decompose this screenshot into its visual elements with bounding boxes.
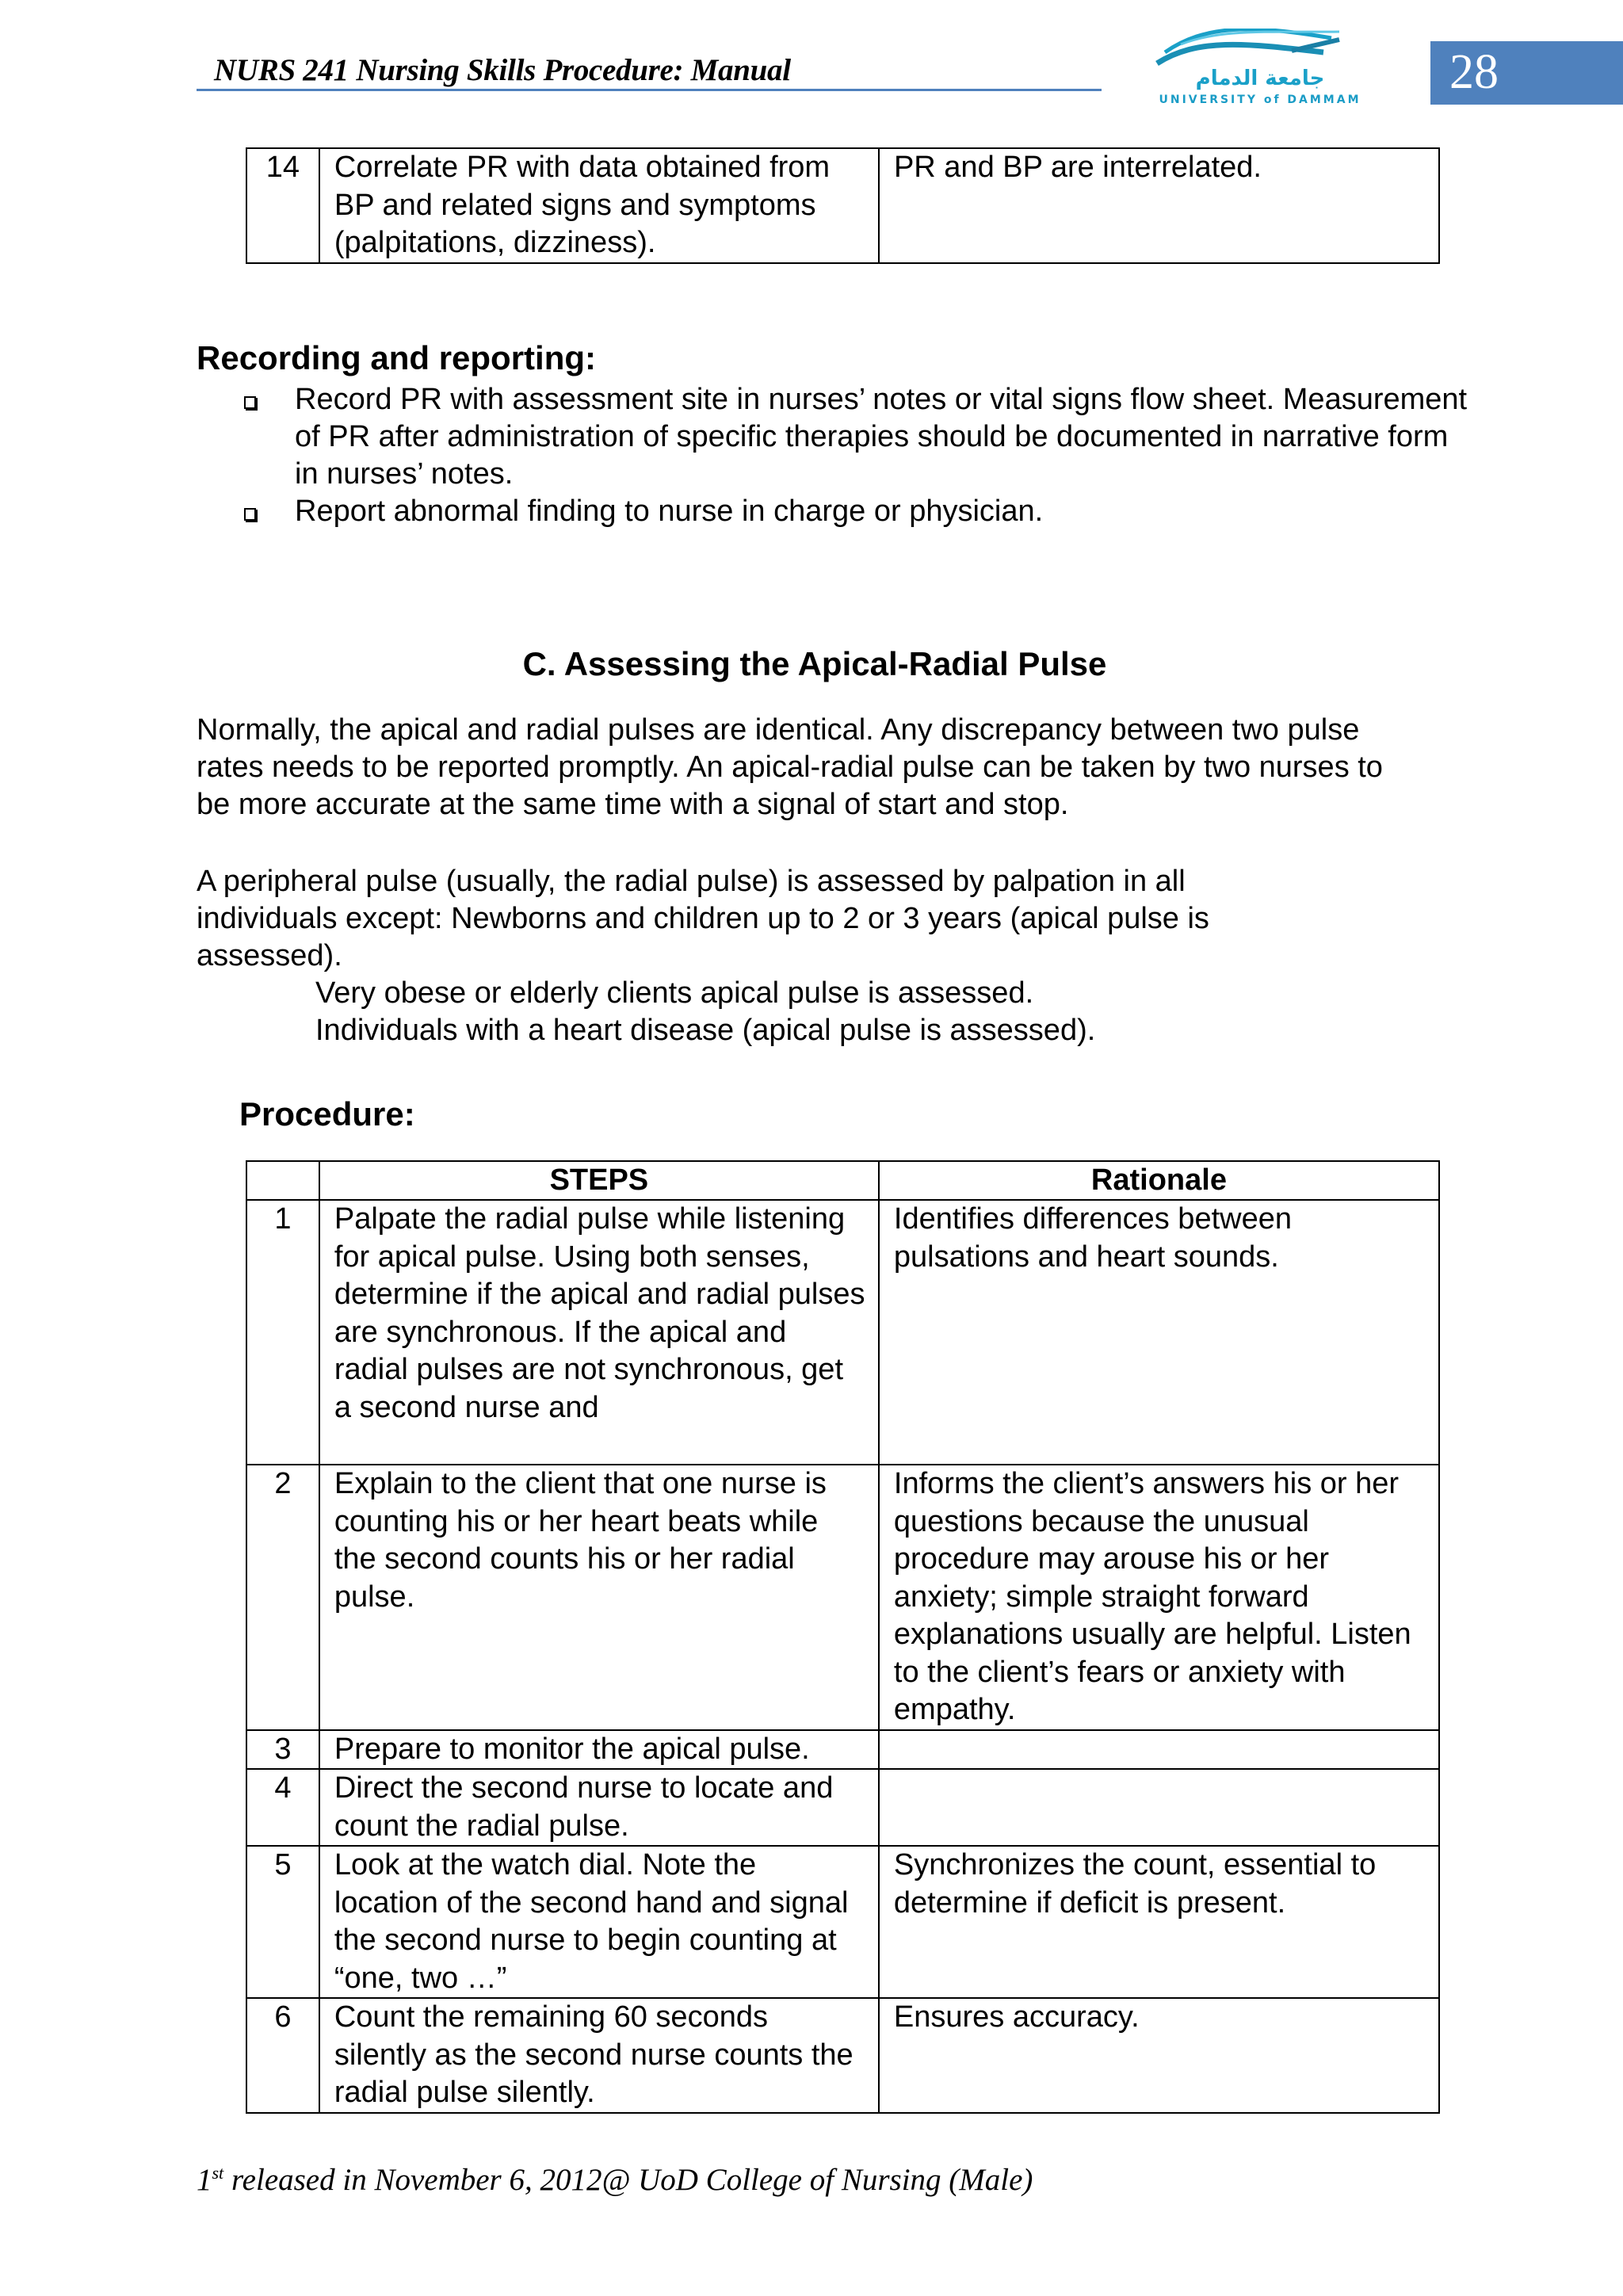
table-row <box>246 1998 1439 2113</box>
recording-bullet-list <box>238 381 1474 530</box>
step-number: 5 <box>246 1846 319 1998</box>
step-number: 6 <box>246 1998 319 2113</box>
step-text: Palpate the radial pulse while listening for apical pulse. Using both senses, determine if the apical and radial pulses are synchronous. If the apical and radial pulses are not synchronous, get a second nurse and <box>319 1200 879 1465</box>
page-number: 28 <box>1449 45 1499 99</box>
page-number-box <box>1430 41 1623 105</box>
column-header-steps: STEPS <box>319 1161 879 1200</box>
rationale-text: Identifies differences between pulsations and heart sounds. <box>879 1200 1439 1465</box>
column-header-rationale: Rationale <box>879 1161 1439 1200</box>
column-header-number <box>246 1161 319 1200</box>
table-header-row <box>246 1161 1439 1200</box>
indented-line: Very obese or elderly clients apical pulse is assessed. <box>315 976 1034 1010</box>
rationale-text: PR and BP are interrelated. <box>879 148 1439 263</box>
table-row <box>246 1200 1439 1465</box>
steps-table-continued <box>246 147 1440 264</box>
checkbox-square-icon <box>244 396 256 409</box>
rationale-text <box>879 1730 1439 1770</box>
university-wave-logo-icon <box>1133 29 1387 68</box>
rationale-text: Informs the client’s answers his or her questions because the unusual procedure may arouse his or her anxiety; simple straight forward explanations usually are helpful. Listen to the client’s fears or anxiety with empathy. <box>879 1465 1439 1730</box>
university-logo <box>1133 29 1426 108</box>
step-text: Count the remaining 60 seconds silently as the second nurse counts the radial pulse silently. <box>319 1998 879 2113</box>
table-row <box>246 1846 1439 1998</box>
step-text: Look at the watch dial. Note the location of the second hand and signal the second nurse to begin counting at “one, two …” <box>319 1846 879 1998</box>
recording-heading: Recording and reporting: <box>197 339 596 376</box>
section-title: C. Assessing the Apical-Radial Pulse <box>522 645 1107 682</box>
rationale-text: Synchronizes the count, essential to determine if deficit is present. <box>879 1846 1439 1998</box>
footer-ordinal-suffix: st <box>212 2163 224 2183</box>
bullet-text: Record PR with assessment site in nurses’ notes or vital signs flow sheet. Measurement of PR after administration of specific therapies should be documented in narrative form in nurses’ notes. <box>295 383 1468 491</box>
step-number: 4 <box>246 1769 319 1846</box>
step-text: Explain to the client that one nurse is counting his or her heart beats while the second counts his or her radial pulse. <box>319 1465 879 1730</box>
table-row <box>246 1465 1439 1730</box>
bullet-text: Report abnormal finding to nurse in charge or physician. <box>295 495 1044 528</box>
step-text: Correlate PR with data obtained from BP and related signs and symptoms (palpitations, dizziness). <box>319 148 879 263</box>
step-text: Prepare to monitor the apical pulse. <box>319 1730 879 1770</box>
rationale-text: Ensures accuracy. <box>879 1998 1439 2113</box>
footer-text: released in November 6, 2012@ UoD College of Nursing (Male) <box>223 2163 1033 2197</box>
step-number: 1 <box>246 1200 319 1465</box>
indented-line: Individuals with a heart disease (apical pulse is assessed). <box>315 1014 1096 1047</box>
logo-english-text: UNIVERSITY of DAMMAM <box>1159 94 1361 106</box>
table-row <box>246 148 1439 263</box>
rationale-text <box>879 1769 1439 1846</box>
logo-arabic-text: جامعة الدمام <box>1195 67 1325 90</box>
peripheral-pulse-paragraph: A peripheral pulse (usually, the radial pulse) is assessed by palpation in all individuals except: Newborns and children up to 2 or 3 years (apical pulse is assessed). <box>197 865 1209 972</box>
step-number: 14 <box>246 148 319 263</box>
step-text: Direct the second nurse to locate and count the radial pulse. <box>319 1769 879 1846</box>
checkbox-square-icon <box>244 508 256 521</box>
step-number: 2 <box>246 1465 319 1730</box>
list-item <box>238 381 1474 493</box>
table-row <box>246 1769 1439 1846</box>
intro-paragraph: Normally, the apical and radial pulses are identical. Any discrepancy between two pulse rates needs to be reported promptly. An apical-radial pulse can be taken by two nurses to be more accurate at the same time with a signal of start and stop. <box>197 713 1383 821</box>
procedure-table <box>246 1160 1440 2114</box>
step-number: 3 <box>246 1730 319 1770</box>
footer-release-note <box>197 2162 1033 2198</box>
document-title: NURS 241 Nursing Skills Procedure: Manual <box>214 53 791 87</box>
footer-ordinal: 1 <box>197 2163 212 2197</box>
list-item <box>238 493 1474 530</box>
table-row <box>246 1730 1439 1770</box>
procedure-heading: Procedure: <box>239 1095 415 1133</box>
header-rule <box>197 89 1102 91</box>
